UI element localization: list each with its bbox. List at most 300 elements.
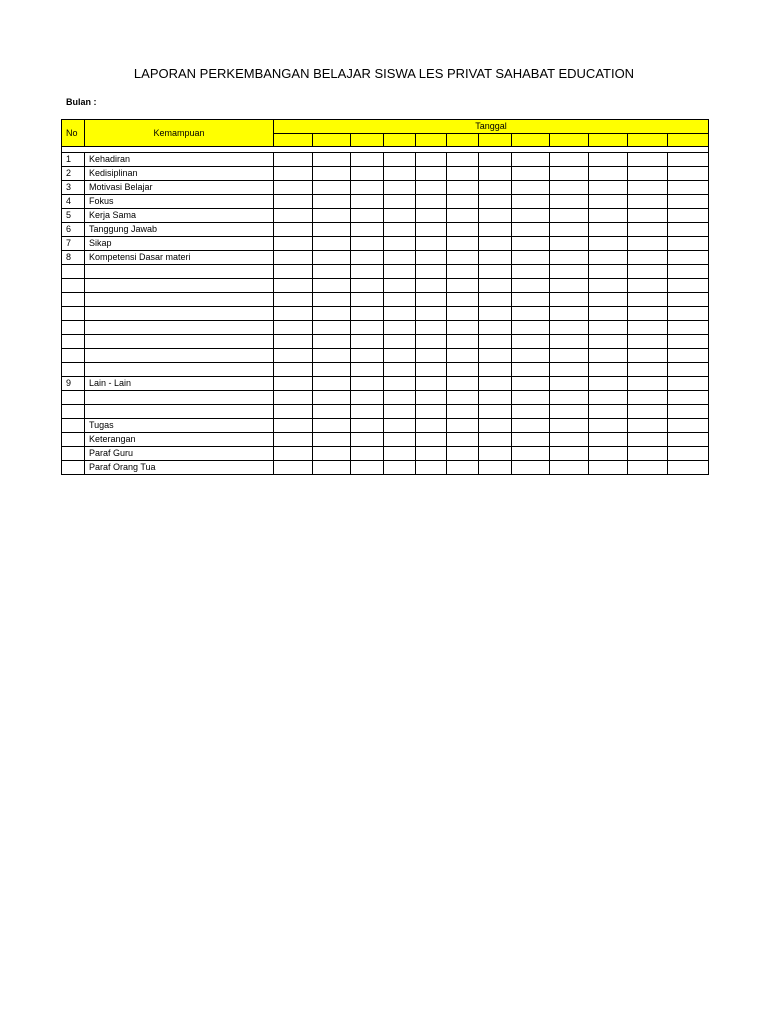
date-entry-cell[interactable] xyxy=(550,223,589,237)
date-entry-cell[interactable] xyxy=(384,391,416,405)
date-entry-cell[interactable] xyxy=(512,265,550,279)
date-entry-cell[interactable] xyxy=(512,279,550,293)
date-entry-cell[interactable] xyxy=(479,307,512,321)
date-entry-cell[interactable] xyxy=(416,153,447,167)
date-entry-cell[interactable] xyxy=(416,251,447,265)
date-entry-cell[interactable] xyxy=(274,419,313,433)
date-entry-cell[interactable] xyxy=(479,377,512,391)
date-entry-cell[interactable] xyxy=(274,461,313,475)
date-entry-cell[interactable] xyxy=(447,279,479,293)
date-entry-cell[interactable] xyxy=(668,251,709,265)
date-entry-cell[interactable] xyxy=(447,251,479,265)
date-entry-cell[interactable] xyxy=(416,433,447,447)
date-entry-cell[interactable] xyxy=(447,265,479,279)
date-entry-cell[interactable] xyxy=(384,377,416,391)
date-entry-cell[interactable] xyxy=(351,153,384,167)
date-entry-cell[interactable] xyxy=(351,405,384,419)
date-entry-cell[interactable] xyxy=(313,265,351,279)
row-number xyxy=(62,461,85,475)
date-entry-cell[interactable] xyxy=(668,181,709,195)
date-entry-cell[interactable] xyxy=(416,321,447,335)
date-entry-cell[interactable] xyxy=(351,335,384,349)
row-ability: Keterangan xyxy=(85,433,274,447)
date-entry-cell[interactable] xyxy=(384,447,416,461)
date-column-header[interactable] xyxy=(479,134,512,147)
table-row xyxy=(62,405,709,419)
date-entry-cell[interactable] xyxy=(512,307,550,321)
table-body xyxy=(62,147,709,475)
date-entry-cell[interactable] xyxy=(384,433,416,447)
date-entry-cell[interactable] xyxy=(589,209,628,223)
date-entry-cell[interactable] xyxy=(313,195,351,209)
date-entry-cell[interactable] xyxy=(351,265,384,279)
date-entry-cell[interactable] xyxy=(313,391,351,405)
date-entry-cell[interactable] xyxy=(550,251,589,265)
date-entry-cell[interactable] xyxy=(512,251,550,265)
date-entry-cell[interactable] xyxy=(313,237,351,251)
date-entry-cell[interactable] xyxy=(384,265,416,279)
date-entry-cell[interactable] xyxy=(274,391,313,405)
date-column-header[interactable] xyxy=(668,134,709,147)
date-entry-cell[interactable] xyxy=(384,419,416,433)
date-entry-cell[interactable] xyxy=(313,335,351,349)
date-entry-cell[interactable] xyxy=(416,419,447,433)
date-entry-cell[interactable] xyxy=(351,363,384,377)
date-entry-cell[interactable] xyxy=(550,447,589,461)
date-entry-cell[interactable] xyxy=(589,405,628,419)
date-entry-cell[interactable] xyxy=(351,307,384,321)
date-entry-cell[interactable] xyxy=(628,335,668,349)
row-ability: Kompetensi Dasar materi xyxy=(85,251,274,265)
date-entry-cell[interactable] xyxy=(351,447,384,461)
date-entry-cell[interactable] xyxy=(479,335,512,349)
date-entry-cell[interactable] xyxy=(589,321,628,335)
date-entry-cell[interactable] xyxy=(550,167,589,181)
date-entry-cell[interactable] xyxy=(313,461,351,475)
date-entry-cell[interactable] xyxy=(550,405,589,419)
date-entry-cell[interactable] xyxy=(274,279,313,293)
progress-report-table xyxy=(61,119,709,475)
date-entry-cell[interactable] xyxy=(274,335,313,349)
date-entry-cell[interactable] xyxy=(550,321,589,335)
date-entry-cell[interactable] xyxy=(479,433,512,447)
date-entry-cell[interactable] xyxy=(628,181,668,195)
date-entry-cell[interactable] xyxy=(589,265,628,279)
date-entry-cell[interactable] xyxy=(589,251,628,265)
date-entry-cell[interactable] xyxy=(550,181,589,195)
date-entry-cell[interactable] xyxy=(447,335,479,349)
date-entry-cell[interactable] xyxy=(447,307,479,321)
date-entry-cell[interactable] xyxy=(416,307,447,321)
date-entry-cell[interactable] xyxy=(668,293,709,307)
date-entry-cell[interactable] xyxy=(628,363,668,377)
date-entry-cell[interactable] xyxy=(512,419,550,433)
table-row xyxy=(62,335,709,349)
date-entry-cell[interactable] xyxy=(447,293,479,307)
date-entry-cell[interactable] xyxy=(447,377,479,391)
date-entry-cell[interactable] xyxy=(479,223,512,237)
date-entry-cell[interactable] xyxy=(479,419,512,433)
date-entry-cell[interactable] xyxy=(512,293,550,307)
date-entry-cell[interactable] xyxy=(447,447,479,461)
date-entry-cell[interactable] xyxy=(628,279,668,293)
date-entry-cell[interactable] xyxy=(668,363,709,377)
date-entry-cell[interactable] xyxy=(668,307,709,321)
date-entry-cell[interactable] xyxy=(479,405,512,419)
date-entry-cell[interactable] xyxy=(512,237,550,251)
date-entry-cell[interactable] xyxy=(589,349,628,363)
date-entry-cell[interactable] xyxy=(384,153,416,167)
date-entry-cell[interactable] xyxy=(274,307,313,321)
date-entry-cell[interactable] xyxy=(447,181,479,195)
date-entry-cell[interactable] xyxy=(351,279,384,293)
date-entry-cell[interactable] xyxy=(479,195,512,209)
date-entry-cell[interactable] xyxy=(447,419,479,433)
date-entry-cell[interactable] xyxy=(668,265,709,279)
date-entry-cell[interactable] xyxy=(351,419,384,433)
date-entry-cell[interactable] xyxy=(313,251,351,265)
date-entry-cell[interactable] xyxy=(447,209,479,223)
date-entry-cell[interactable] xyxy=(384,181,416,195)
date-entry-cell[interactable] xyxy=(351,391,384,405)
date-entry-cell[interactable] xyxy=(479,447,512,461)
date-entry-cell[interactable] xyxy=(384,363,416,377)
date-entry-cell[interactable] xyxy=(668,223,709,237)
date-entry-cell[interactable] xyxy=(416,237,447,251)
date-entry-cell[interactable] xyxy=(416,195,447,209)
date-entry-cell[interactable] xyxy=(479,279,512,293)
date-entry-cell[interactable] xyxy=(668,419,709,433)
date-entry-cell[interactable] xyxy=(512,349,550,363)
date-entry-cell[interactable] xyxy=(668,279,709,293)
date-entry-cell[interactable] xyxy=(589,377,628,391)
date-entry-cell[interactable] xyxy=(274,265,313,279)
date-entry-cell[interactable] xyxy=(313,293,351,307)
date-entry-cell[interactable] xyxy=(668,167,709,181)
date-entry-cell[interactable] xyxy=(668,153,709,167)
date-entry-cell[interactable] xyxy=(351,293,384,307)
date-entry-cell[interactable] xyxy=(668,433,709,447)
date-entry-cell[interactable] xyxy=(589,363,628,377)
date-entry-cell[interactable] xyxy=(512,195,550,209)
date-entry-cell[interactable] xyxy=(589,307,628,321)
date-entry-cell[interactable] xyxy=(384,223,416,237)
date-entry-cell[interactable] xyxy=(589,391,628,405)
date-entry-cell[interactable] xyxy=(589,153,628,167)
date-entry-cell[interactable] xyxy=(589,433,628,447)
date-entry-cell[interactable] xyxy=(274,181,313,195)
date-entry-cell[interactable] xyxy=(416,223,447,237)
date-entry-cell[interactable] xyxy=(313,433,351,447)
date-entry-cell[interactable] xyxy=(479,363,512,377)
date-column-header[interactable] xyxy=(351,134,384,147)
date-entry-cell[interactable] xyxy=(628,447,668,461)
date-entry-cell[interactable] xyxy=(479,167,512,181)
date-entry-cell[interactable] xyxy=(416,349,447,363)
date-entry-cell[interactable] xyxy=(628,265,668,279)
date-entry-cell[interactable] xyxy=(512,223,550,237)
date-entry-cell[interactable] xyxy=(550,391,589,405)
date-entry-cell[interactable] xyxy=(274,293,313,307)
date-entry-cell[interactable] xyxy=(384,279,416,293)
date-entry-cell[interactable] xyxy=(351,461,384,475)
date-entry-cell[interactable] xyxy=(416,363,447,377)
date-entry-cell[interactable] xyxy=(384,293,416,307)
date-entry-cell[interactable] xyxy=(550,153,589,167)
date-entry-cell[interactable] xyxy=(416,265,447,279)
table-row xyxy=(62,349,709,363)
date-entry-cell[interactable] xyxy=(628,419,668,433)
date-entry-cell[interactable] xyxy=(550,307,589,321)
date-entry-cell[interactable] xyxy=(550,279,589,293)
date-entry-cell[interactable] xyxy=(668,461,709,475)
date-entry-cell[interactable] xyxy=(512,447,550,461)
date-entry-cell[interactable] xyxy=(512,363,550,377)
date-column-header[interactable] xyxy=(447,134,479,147)
date-entry-cell[interactable] xyxy=(447,391,479,405)
date-entry-cell[interactable] xyxy=(351,251,384,265)
date-entry-cell[interactable] xyxy=(479,293,512,307)
date-entry-cell[interactable] xyxy=(416,293,447,307)
date-entry-cell[interactable] xyxy=(447,153,479,167)
date-entry-cell[interactable] xyxy=(313,405,351,419)
date-entry-cell[interactable] xyxy=(628,209,668,223)
date-entry-cell[interactable] xyxy=(589,223,628,237)
date-entry-cell[interactable] xyxy=(479,321,512,335)
date-entry-cell[interactable] xyxy=(628,223,668,237)
date-entry-cell[interactable] xyxy=(589,181,628,195)
table-row xyxy=(62,377,709,391)
date-entry-cell[interactable] xyxy=(628,251,668,265)
date-entry-cell[interactable] xyxy=(668,237,709,251)
date-entry-cell[interactable] xyxy=(628,153,668,167)
date-column-header[interactable] xyxy=(628,134,668,147)
date-entry-cell[interactable] xyxy=(313,321,351,335)
date-entry-cell[interactable] xyxy=(628,391,668,405)
date-entry-cell[interactable] xyxy=(628,293,668,307)
date-entry-cell[interactable] xyxy=(550,293,589,307)
date-entry-cell[interactable] xyxy=(628,405,668,419)
date-entry-cell[interactable] xyxy=(589,335,628,349)
date-entry-cell[interactable] xyxy=(668,391,709,405)
date-entry-cell[interactable] xyxy=(589,237,628,251)
date-entry-cell[interactable] xyxy=(668,405,709,419)
date-column-header[interactable] xyxy=(384,134,416,147)
date-entry-cell[interactable] xyxy=(512,321,550,335)
date-entry-cell[interactable] xyxy=(274,321,313,335)
date-entry-cell[interactable] xyxy=(416,335,447,349)
date-entry-cell[interactable] xyxy=(512,377,550,391)
date-entry-cell[interactable] xyxy=(628,377,668,391)
date-entry-cell[interactable] xyxy=(668,335,709,349)
date-entry-cell[interactable] xyxy=(313,181,351,195)
date-entry-cell[interactable] xyxy=(416,279,447,293)
row-ability: Lain - Lain xyxy=(85,377,274,391)
date-entry-cell[interactable] xyxy=(384,461,416,475)
date-entry-cell[interactable] xyxy=(589,167,628,181)
date-entry-cell[interactable] xyxy=(351,321,384,335)
date-entry-cell[interactable] xyxy=(416,377,447,391)
date-entry-cell[interactable] xyxy=(668,349,709,363)
date-entry-cell[interactable] xyxy=(416,209,447,223)
date-entry-cell[interactable] xyxy=(512,335,550,349)
date-entry-cell[interactable] xyxy=(668,447,709,461)
date-entry-cell[interactable] xyxy=(351,209,384,223)
date-entry-cell[interactable] xyxy=(416,391,447,405)
date-entry-cell[interactable] xyxy=(274,433,313,447)
date-entry-cell[interactable] xyxy=(384,335,416,349)
date-entry-cell[interactable] xyxy=(274,405,313,419)
date-entry-cell[interactable] xyxy=(313,419,351,433)
row-ability: Paraf Guru xyxy=(85,447,274,461)
date-entry-cell[interactable] xyxy=(274,349,313,363)
date-entry-cell[interactable] xyxy=(589,419,628,433)
date-entry-cell[interactable] xyxy=(274,251,313,265)
date-entry-cell[interactable] xyxy=(274,223,313,237)
date-entry-cell[interactable] xyxy=(274,195,313,209)
month-label: Bulan : xyxy=(66,97,97,107)
date-entry-cell[interactable] xyxy=(628,433,668,447)
date-entry-cell[interactable] xyxy=(589,293,628,307)
date-entry-cell[interactable] xyxy=(384,405,416,419)
date-entry-cell[interactable] xyxy=(479,349,512,363)
date-entry-cell[interactable] xyxy=(512,209,550,223)
date-entry-cell[interactable] xyxy=(550,377,589,391)
date-entry-cell[interactable] xyxy=(384,209,416,223)
date-column-header[interactable] xyxy=(313,134,351,147)
date-entry-cell[interactable] xyxy=(479,209,512,223)
date-entry-cell[interactable] xyxy=(313,349,351,363)
date-entry-cell[interactable] xyxy=(351,433,384,447)
date-entry-cell[interactable] xyxy=(512,153,550,167)
date-entry-cell[interactable] xyxy=(416,167,447,181)
date-entry-cell[interactable] xyxy=(512,461,550,475)
date-entry-cell[interactable] xyxy=(351,181,384,195)
date-entry-cell[interactable] xyxy=(550,209,589,223)
date-entry-cell[interactable] xyxy=(313,209,351,223)
date-entry-cell[interactable] xyxy=(447,349,479,363)
date-entry-cell[interactable] xyxy=(550,237,589,251)
date-entry-cell[interactable] xyxy=(628,167,668,181)
date-entry-cell[interactable] xyxy=(589,195,628,209)
date-entry-cell[interactable] xyxy=(416,461,447,475)
date-entry-cell[interactable] xyxy=(351,377,384,391)
date-entry-cell[interactable] xyxy=(274,363,313,377)
date-entry-cell[interactable] xyxy=(550,349,589,363)
date-entry-cell[interactable] xyxy=(384,307,416,321)
date-entry-cell[interactable] xyxy=(313,153,351,167)
date-entry-cell[interactable] xyxy=(313,307,351,321)
date-entry-cell[interactable] xyxy=(512,167,550,181)
date-entry-cell[interactable] xyxy=(447,167,479,181)
date-entry-cell[interactable] xyxy=(479,461,512,475)
date-entry-cell[interactable] xyxy=(447,237,479,251)
date-entry-cell[interactable] xyxy=(550,335,589,349)
date-entry-cell[interactable] xyxy=(274,377,313,391)
date-entry-cell[interactable] xyxy=(447,321,479,335)
date-entry-cell[interactable] xyxy=(628,321,668,335)
date-entry-cell[interactable] xyxy=(512,405,550,419)
date-entry-cell[interactable] xyxy=(628,307,668,321)
date-entry-cell[interactable] xyxy=(384,321,416,335)
date-entry-cell[interactable] xyxy=(313,167,351,181)
date-entry-cell[interactable] xyxy=(447,461,479,475)
date-entry-cell[interactable] xyxy=(479,251,512,265)
date-entry-cell[interactable] xyxy=(668,209,709,223)
date-entry-cell[interactable] xyxy=(512,391,550,405)
date-column-header[interactable] xyxy=(274,134,313,147)
date-entry-cell[interactable] xyxy=(550,363,589,377)
date-entry-cell[interactable] xyxy=(274,237,313,251)
date-entry-cell[interactable] xyxy=(479,391,512,405)
date-entry-cell[interactable] xyxy=(668,195,709,209)
date-entry-cell[interactable] xyxy=(589,279,628,293)
date-entry-cell[interactable] xyxy=(447,195,479,209)
date-entry-cell[interactable] xyxy=(384,237,416,251)
date-entry-cell[interactable] xyxy=(416,181,447,195)
date-entry-cell[interactable] xyxy=(512,433,550,447)
date-entry-cell[interactable] xyxy=(628,237,668,251)
date-entry-cell[interactable] xyxy=(589,447,628,461)
date-column-header[interactable] xyxy=(416,134,447,147)
date-entry-cell[interactable] xyxy=(416,405,447,419)
date-entry-cell[interactable] xyxy=(313,447,351,461)
date-column-header[interactable] xyxy=(550,134,589,147)
date-entry-cell[interactable] xyxy=(313,279,351,293)
date-entry-cell[interactable] xyxy=(447,223,479,237)
date-entry-cell[interactable] xyxy=(274,153,313,167)
date-entry-cell[interactable] xyxy=(550,265,589,279)
date-entry-cell[interactable] xyxy=(479,265,512,279)
date-entry-cell[interactable] xyxy=(351,237,384,251)
date-entry-cell[interactable] xyxy=(447,363,479,377)
date-entry-cell[interactable] xyxy=(351,195,384,209)
date-entry-cell[interactable] xyxy=(274,209,313,223)
date-column-header[interactable] xyxy=(512,134,550,147)
date-entry-cell[interactable] xyxy=(479,181,512,195)
date-entry-cell[interactable] xyxy=(351,223,384,237)
date-entry-cell[interactable] xyxy=(628,349,668,363)
date-entry-cell[interactable] xyxy=(384,349,416,363)
date-entry-cell[interactable] xyxy=(416,447,447,461)
date-entry-cell[interactable] xyxy=(313,363,351,377)
date-entry-cell[interactable] xyxy=(384,195,416,209)
date-entry-cell[interactable] xyxy=(479,237,512,251)
date-entry-cell[interactable] xyxy=(589,461,628,475)
date-entry-cell[interactable] xyxy=(447,405,479,419)
date-entry-cell[interactable] xyxy=(384,251,416,265)
date-entry-cell[interactable] xyxy=(668,321,709,335)
date-entry-cell[interactable] xyxy=(479,153,512,167)
date-entry-cell[interactable] xyxy=(274,447,313,461)
date-entry-cell[interactable] xyxy=(512,181,550,195)
date-entry-cell[interactable] xyxy=(550,195,589,209)
date-entry-cell[interactable] xyxy=(550,433,589,447)
date-entry-cell[interactable] xyxy=(550,461,589,475)
date-entry-cell[interactable] xyxy=(447,433,479,447)
date-entry-cell[interactable] xyxy=(351,349,384,363)
date-entry-cell[interactable] xyxy=(550,419,589,433)
date-entry-cell[interactable] xyxy=(384,167,416,181)
date-entry-cell[interactable] xyxy=(313,377,351,391)
date-entry-cell[interactable] xyxy=(668,377,709,391)
date-entry-cell[interactable] xyxy=(313,223,351,237)
date-entry-cell[interactable] xyxy=(351,167,384,181)
date-column-header[interactable] xyxy=(589,134,628,147)
date-entry-cell[interactable] xyxy=(628,195,668,209)
date-entry-cell[interactable] xyxy=(274,167,313,181)
date-entry-cell[interactable] xyxy=(628,461,668,475)
